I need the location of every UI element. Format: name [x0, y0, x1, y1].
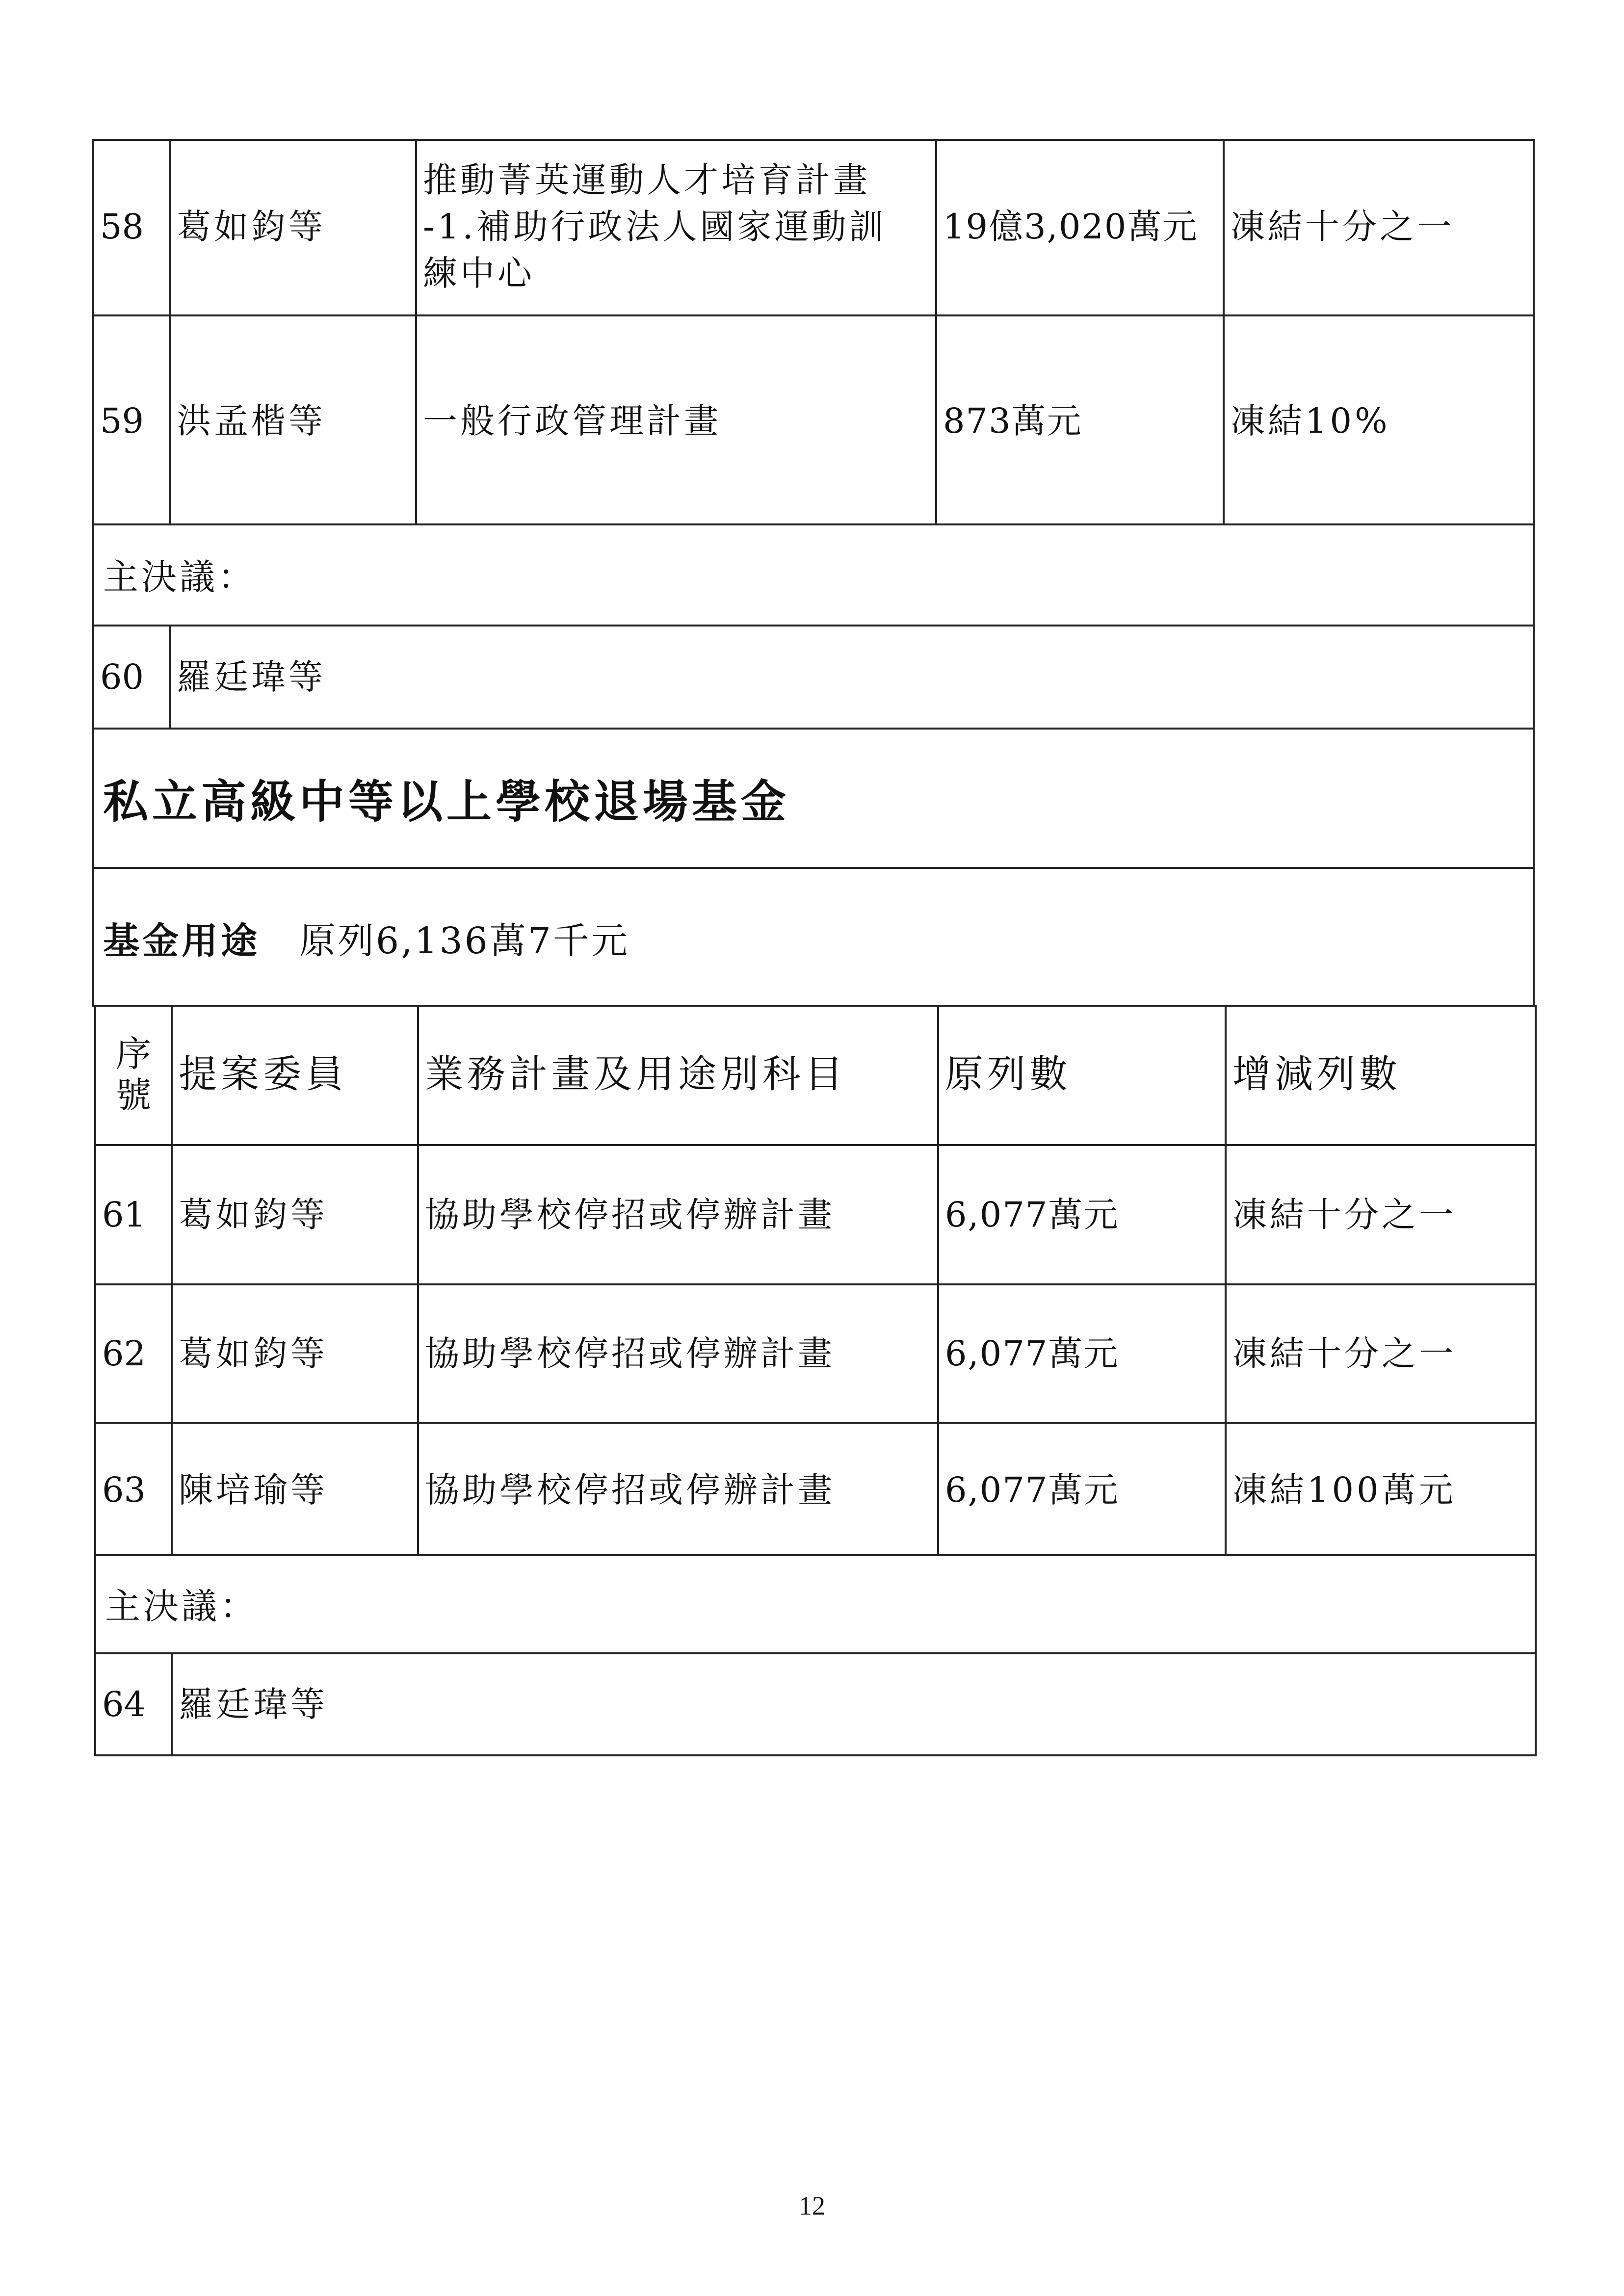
table-resolution-2: [94, 1554, 1537, 1756]
header-change: 增減列數: [1225, 1005, 1535, 1144]
main-resolution-label: 主決議：: [105, 1586, 259, 1627]
header-seq-line: 號: [115, 1074, 151, 1116]
plan-cell: 協助學校停招或停辦計畫: [417, 1424, 937, 1556]
fund-usage-label: 基金用途: [103, 919, 260, 962]
section-title: 私立高級中等以上學校退場基金: [103, 775, 790, 828]
header-proposer: 提案委員: [171, 1005, 417, 1144]
table-header: [96, 1005, 1535, 1144]
proposer-cell: 陳培瑜等: [171, 1424, 417, 1556]
table-row: [96, 1422, 1535, 1556]
table-row: [94, 139, 1533, 314]
seq-cell: 59: [100, 400, 144, 441]
table-row: [96, 1283, 1535, 1422]
section-title-row: [94, 728, 1533, 867]
table-row: [94, 625, 1533, 728]
proposer-cell: 葛如鈞等: [169, 139, 415, 314]
plan-cell: [415, 139, 935, 314]
original-cell: 873萬元: [935, 316, 1223, 525]
seq-cell: 58: [100, 206, 144, 247]
header-original: 原列數: [937, 1005, 1225, 1144]
seq-cell: 60: [100, 656, 144, 697]
original-cell: 19億3,020萬元: [935, 139, 1223, 314]
proposer-cell: 葛如鈞等: [171, 1146, 417, 1283]
fund-usage-row: [94, 867, 1533, 1007]
header-seq: [96, 1005, 171, 1144]
seq-cell: 61: [102, 1194, 146, 1235]
table-bottom: [94, 1005, 1537, 1556]
change-cell: 凍結十分之一: [1225, 1146, 1535, 1283]
seq-cell: 64: [102, 1684, 146, 1724]
change-cell: 凍結十分之一: [1225, 1285, 1535, 1422]
plan-cell: 一般行政管理計畫: [415, 316, 935, 525]
table-top: [92, 139, 1535, 525]
resolution-label-row: [96, 1554, 1535, 1652]
original-cell: 6,077萬元: [937, 1285, 1225, 1422]
original-cell: 6,077萬元: [937, 1146, 1225, 1283]
page-number: 12: [799, 2191, 825, 2220]
header-seq-line: 序: [115, 1033, 151, 1074]
resolution-label-row: [94, 523, 1533, 625]
table-row: [94, 314, 1533, 525]
main-resolution-label: 主決議：: [103, 556, 257, 598]
change-cell: 凍結100萬元: [1225, 1424, 1535, 1556]
change-cell: 凍結十分之一: [1223, 139, 1533, 314]
table-row: [96, 1652, 1535, 1754]
header-plan: 業務計畫及用途別科目: [417, 1005, 937, 1144]
original-cell: 6,077萬元: [937, 1424, 1225, 1556]
plan-cell: 協助學校停招或停辦計畫: [417, 1285, 937, 1422]
change-cell: 凍結10%: [1223, 316, 1533, 525]
proposer-cell: 羅廷瑋等: [169, 626, 1533, 728]
table-row: [96, 1144, 1535, 1283]
fund-usage-amount: 原列6,136萬7千元: [299, 919, 629, 962]
plan-line: 推動菁英運動人才培育計畫: [423, 159, 870, 200]
plan-line: 練中心: [423, 253, 535, 293]
fund-usage: [94, 869, 1533, 1007]
plan-line: -1.補助行政法人國家運動訓: [423, 206, 887, 247]
proposer-cell: 葛如鈞等: [171, 1285, 417, 1422]
seq-cell: 63: [102, 1469, 146, 1510]
proposer-cell: 洪孟楷等: [169, 316, 415, 525]
proposer-cell: 羅廷瑋等: [171, 1654, 1535, 1754]
seq-cell: 62: [102, 1333, 146, 1374]
table-resolution-1: [92, 523, 1535, 1007]
plan-cell: 協助學校停招或停辦計畫: [417, 1146, 937, 1283]
